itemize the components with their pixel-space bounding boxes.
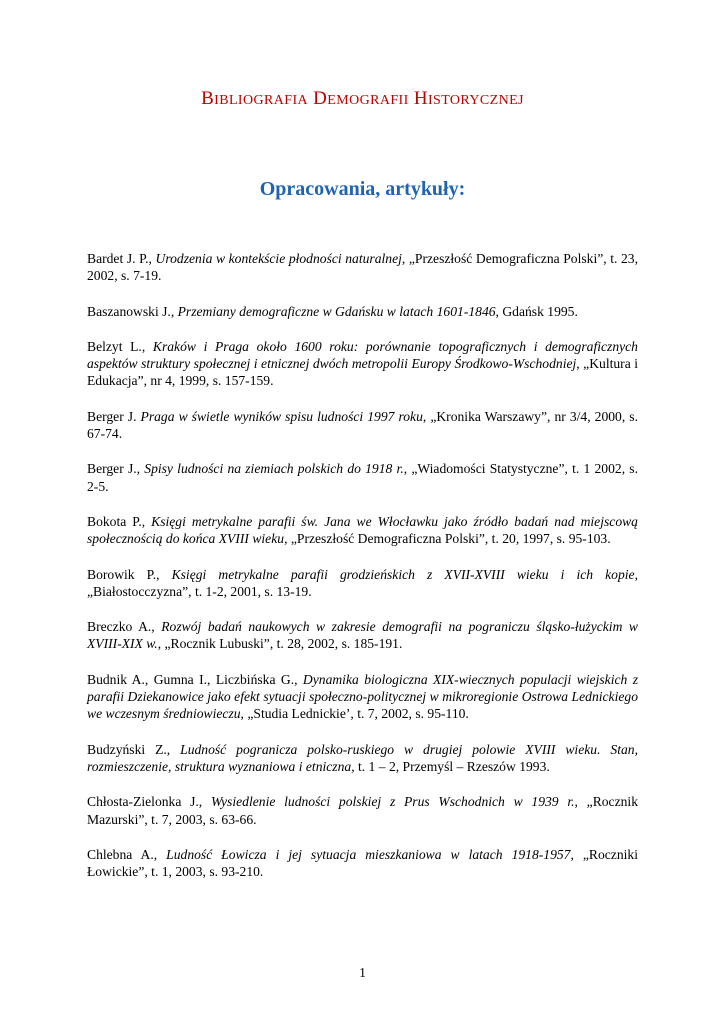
section-heading: Opracowania, artykuły: [259,178,466,200]
bibliography-entry: Chłosta-Zielonka J., Wysiedlenie ludności polskiej z Prus Wschodnich w 1939 r., „Rocznik Mazurski”, t. 7, 2003, s. 63-66. [87,794,638,827]
page-number: 1 [359,965,366,980]
bibliography-list [87,250,638,898]
bibliography-entry: Budzyński Z., Ludność pogranicza polsko-ruskiego w drugiej polowie XVIII wieku. Stan, rozmieszczenie, struktura wyznaniowa i etniczna, t. 1 – 2, Przemyśl – Rzeszów 1993. [87,741,638,774]
bibliography-entry: Breczko A., Rozwój badań naukowych w zakresie demografii na pograniczu śląsko-łużyckim w XVIII-XIX w., „Rocznik Lubuski”, t. 28, 2002, s. 185-191. [87,619,639,652]
bibliography-entry: Budnik A., Gumna I., Liczbińska G., Dynamika biologiczna XIX-wiecznych populacji wiejskich z parafii Dziekanowice jako efekt sytuacji społeczno-politycznej w mikroregionie Ostrowa Lednickiego we wczesnym średniowieczu, „Studia Lednickie’, t. 7, 2002, s. 95-110. [87,671,638,722]
title-word-1: BIBLIOGRAFIA [201,88,309,109]
title-word-3: HISTORYCZNEJ [413,88,524,109]
title-word-2: DEMOGRAFII [313,88,409,109]
bibliography-entry: Berger J. Praga w świetle wyników spisu ludności 1997 roku, „Kronika Warszawy”, nr 3/4, 2000, s. 67-74. [87,408,638,442]
bibliography-entry: Borowik P., Księgi metrykalne parafii grodzieńskich z XVII-XVIII wieku i ich kopie, „Białostocczyzna”, t. 1-2, 2001, s. 13-19. [87,566,638,599]
bibliography-entry: Berger J., Spisy ludności na ziemiach polskich do 1918 r., „Wiadomości Statystyczne”, t. 1 2002, s. 2-5. [87,461,638,494]
bibliography-entry: Chlebna A., Ludność Łowicza i jej sytuacja mieszkaniowa w latach 1918-1957, „Roczniki Łowickie”, t. 1, 2003, s. 93-210. [87,846,638,880]
document-title [0,88,725,110]
bibliography-entry: Baszanowski J., Przemiany demograficzne w Gdańsku w latach 1601-1846, Gdańsk 1995. [87,303,578,319]
bibliography-entry: Bokota P., Księgi metrykalne parafii św. Jana we Włocławku jako źródło badań nad miejscową społecznością do końca XVIII wieku, „Przeszłość Demograficzna Polski”, t. 20, 1997, s. 95-103. [87,513,638,547]
bibliography-entry: Bardet J. P., Urodzenia w kontekście płodności naturalnej, „Przeszłość Demograficzna Polski”, t. 23, 2002, s. 7-19. [87,251,638,284]
bibliography-entry: Belzyt L., Kraków i Praga około 1600 roku: porównanie topograficznych i demograficznych aspektów struktury społecznej i etnicznej dwóch metropolii Europy Środkowo-Wschodniej, „Kultura i Edukacja”, nr 4, 1999, s. 157-159. [87,338,638,389]
